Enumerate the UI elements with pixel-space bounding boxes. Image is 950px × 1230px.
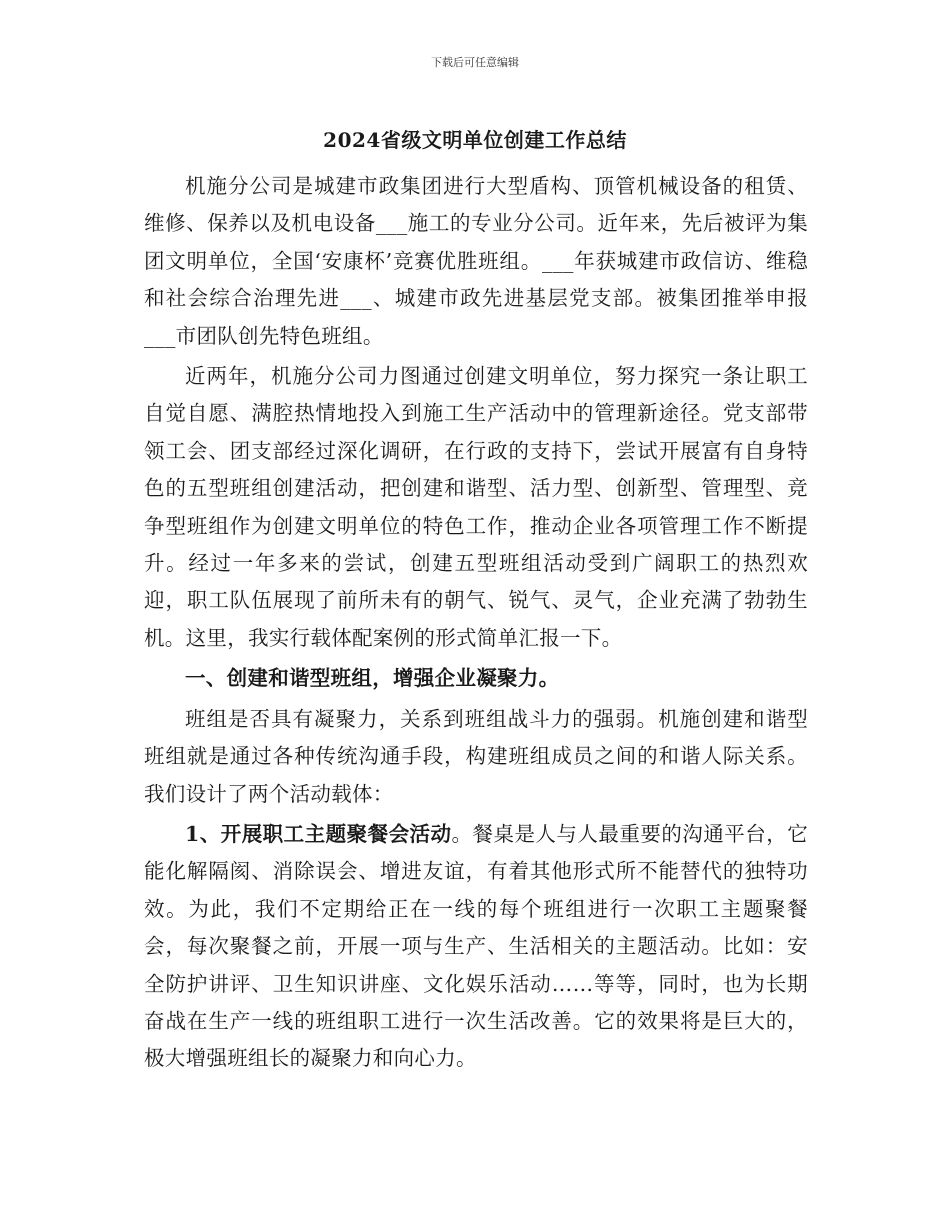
paragraph-harmony: 班组是否具有凝聚力，关系到班组战斗力的强弱。机施创建和谐型班组就是通过各种传统沟通手段，构建班组成员之间的和谐人际关系。我们设计了两个活动载体： — [144, 706, 808, 806]
activity-lead: 1、开展职工主题聚餐会活动 — [185, 821, 452, 846]
document-body — [144, 168, 808, 1078]
section-heading-1: 一、创建和谐型班组，增强企业凝聚力。 — [185, 666, 560, 691]
header-note: 下载后可任意编辑 — [431, 56, 519, 69]
paragraph-overview: 近两年，机施分公司力图通过创建文明单位，努力探究一条让职工自觉自愿、满腔热情地投入到施工生产活动中的管理新途径。党支部带领工会、团支部经过深化调研，在行政的支持下，尝试开展富有自身特色的五型班组创建活动，把创建和谐型、活力型、创新型、管理型、竞争型班组作为创建文明单位的特色工作，推动企业各项管理工作不断提升。经过一年多来的尝试，创建五型班组活动受到广阔职工的热烈欢迎，职工队伍展现了前所未有的朝气、锐气、灵气，企业充满了勃勃生机。这里，我实行载体配案例的形式简单汇报一下。 — [144, 364, 808, 650]
document-title: 2024省级文明单位创建工作总结 — [323, 128, 627, 152]
paragraph-dinner-activity — [144, 816, 808, 1078]
paragraph-intro: 机施分公司是城建市政集团进行大型盾构、顶管机械设备的租赁、维修、保养以及机电设备___施工的专业分公司。近年来，先后被评为集团文明单位，全国‘安康杯’竞赛优胜班组。___年获城建市政信访、维稳和社会综合治理先进___、城建市政先进基层党支部。被集团推举申报___市团队创先特色班组。 — [144, 174, 808, 348]
activity-description: 。餐桌是人与人最重要的沟通平台，它能化解隔阂、消除误会、增进友谊，有着其他形式所不能替代的独特功效。为此，我们不定期给正在一线的每个班组进行一次职工主题聚餐会，每次聚餐之前，开展一项与生产、生活相关的主题活动。比如：安全防护讲评、卫生知识讲座、文化娱乐活动……等等，同时，也为长期奋战在生产一线的班组职工进行一次生活改善。它的效果将是巨大的，极大增强班组长的凝聚力和向心力。 — [144, 821, 808, 1071]
